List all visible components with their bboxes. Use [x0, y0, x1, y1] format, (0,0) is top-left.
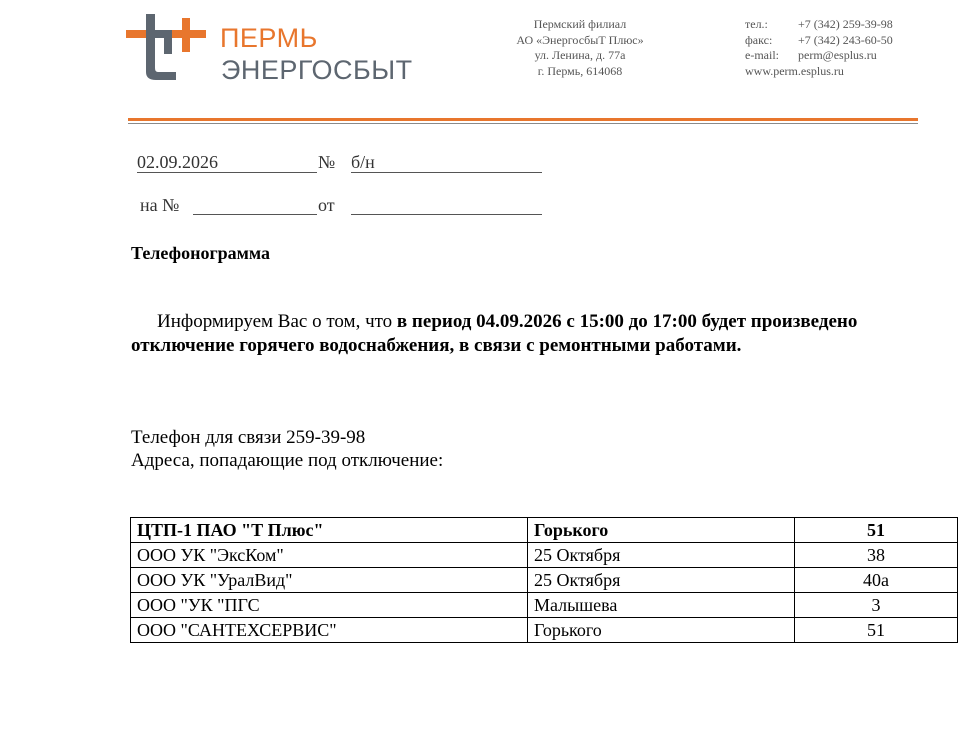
table-cell-org: ООО "САНТЕХСЕРВИС" [131, 618, 528, 643]
table-cell-street: Малышева [528, 593, 795, 618]
addresses-label: Адреса, попадающие под отключение: [131, 450, 444, 471]
table-cell-street: Горького [528, 518, 795, 543]
table-cell-org: ООО УК "ЭксКом" [131, 543, 528, 568]
branch-line: ул. Ленина, д. 77а [534, 48, 626, 62]
table-row [131, 618, 958, 643]
email-label: e-mail: [745, 48, 779, 62]
table-cell-house: 38 [795, 543, 958, 568]
notice-paragraph [131, 310, 921, 358]
table-cell-org: ООО "УК "ПГС [131, 593, 528, 618]
branch-line: АО «ЭнергосбыТ Плюс» [516, 32, 644, 47]
notice-bold-text: в период 04.09.2026 с 15:00 до 17:00 будет произведено отключение горячего водоснабжения, в связи с ремонтными работами. [131, 311, 858, 356]
number-sign: № [318, 152, 336, 172]
number-field [351, 152, 542, 173]
phone-label: тел.: [745, 17, 768, 31]
table-cell-org: ЦТП-1 ПАО "Т Плюс" [131, 518, 528, 543]
logo-text-energosbyt: ЭНЕРГОСБЫТ [221, 55, 413, 85]
table-cell-house: 3 [795, 593, 958, 618]
website-link[interactable]: www.perm.esplus.ru [745, 63, 844, 78]
table-cell-house: 51 [795, 618, 958, 643]
table-cell-street: 25 Октября [528, 543, 795, 568]
header-rule-orange [128, 118, 918, 121]
notice-intro: Информируем Вас о том, что [157, 311, 397, 332]
table-cell-house: 51 [795, 518, 958, 543]
table-cell-street: 25 Октября [528, 568, 795, 593]
header-rule-gray [128, 123, 918, 124]
document-title: Телефонограмма [131, 243, 271, 263]
date-value: 02.09.2026 [137, 152, 218, 172]
addresses-table [130, 517, 958, 643]
contacts-block [745, 17, 893, 79]
table-cell-org: ООО УК "УралВид" [131, 568, 528, 593]
company-logo-icon [126, 14, 212, 84]
from-label: от [318, 195, 335, 215]
fax-number: +7 (342) 243-60-50 [798, 32, 893, 47]
reply-number-field [193, 194, 317, 215]
reply-to-label: на № [140, 195, 180, 215]
branch-line: Пермский филиал [533, 17, 627, 31]
table-row [131, 568, 958, 593]
fax-label: факс: [745, 32, 773, 47]
table-header-row [131, 518, 958, 543]
contact-phone-line: Телефон для связи 259-39-98 [131, 427, 366, 448]
table-row [131, 593, 958, 618]
number-value: б/н [351, 152, 375, 172]
table-cell-street: Горького [528, 618, 795, 643]
branch-line: г. Пермь, 614068 [537, 63, 623, 78]
date-field [137, 152, 317, 173]
branch-address-block [495, 17, 665, 79]
from-date-field [351, 194, 542, 215]
logo-text-perm: ПЕРМЬ [220, 23, 318, 53]
phone-number: +7 (342) 259-39-98 [798, 17, 893, 31]
table-cell-house: 40а [795, 568, 958, 593]
email-link[interactable]: perm@esplus.ru [798, 48, 877, 62]
table-row [131, 543, 958, 568]
